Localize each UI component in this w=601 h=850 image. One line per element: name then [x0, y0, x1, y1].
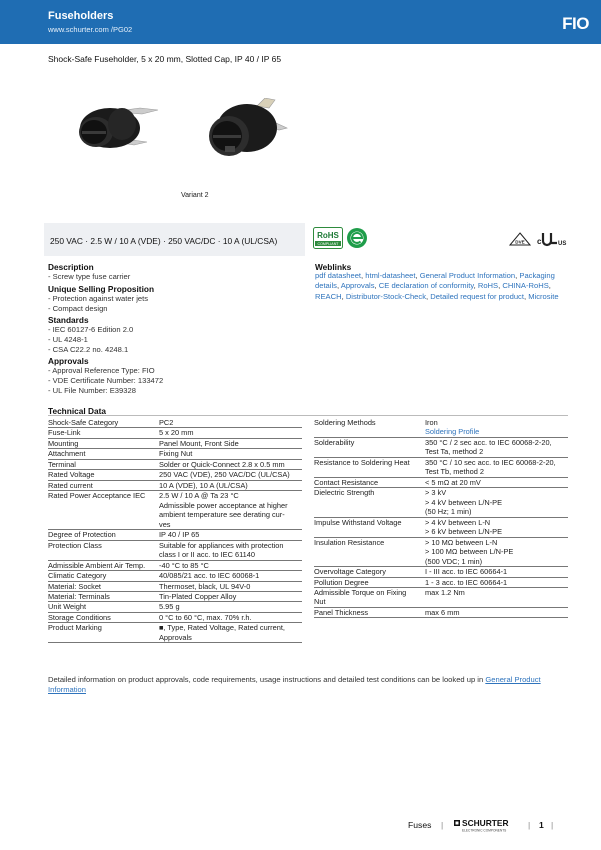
spec-value — [159, 459, 302, 469]
standards-item: - CSA C22.2 no. 4248.1 — [48, 344, 129, 354]
description-heading: Description — [48, 262, 94, 272]
weblink-approvals[interactable]: Approvals — [340, 281, 375, 291]
spec-value-line: Panel Mount, Front Side — [159, 438, 239, 448]
spec-label-line: Resistance to Soldering Heat — [314, 457, 410, 467]
weblink-rohs[interactable]: RoHS — [477, 281, 499, 291]
spec-value-line: 350 °C / 10 sec acc. to IEC 60068-2-20, — [425, 457, 556, 467]
spec-value — [159, 581, 302, 591]
spec-label-line: Mounting — [48, 438, 79, 448]
spec-value — [159, 491, 302, 530]
spec-value-line: 5.95 g — [159, 602, 180, 612]
spec-row — [48, 480, 302, 490]
spec-row — [314, 577, 568, 587]
spec-label — [314, 418, 425, 437]
standards-item: - UL 4248-1 — [48, 334, 88, 344]
spec-label-line: Storage Conditions — [48, 612, 111, 622]
spec-value-line: max 6 mm — [425, 607, 460, 617]
spec-label — [48, 449, 159, 459]
spec-row — [48, 530, 302, 540]
spec-row — [48, 459, 302, 469]
spec-value — [159, 623, 302, 643]
standards-list — [48, 325, 133, 355]
spec-value-line: Solder or Quick-Connect 2.8 x 0.5 mm — [159, 459, 285, 469]
spec-value-line: Approvals — [159, 632, 192, 642]
spec-label — [48, 591, 159, 601]
spec-value — [159, 449, 302, 459]
variant-label: Variant 2 — [181, 192, 209, 199]
spec-value-line: Test Tb, method 2 — [425, 467, 485, 477]
spec-label-line: Shock-Safe Category — [48, 418, 119, 427]
product-code: FIO — [562, 14, 589, 33]
spec-label-line: Terminal — [48, 459, 76, 469]
header-url[interactable]: www.schurter.com /PG02 — [48, 25, 133, 34]
standards-heading: Standards — [48, 315, 89, 325]
svg-text:DVE: DVE — [515, 239, 525, 245]
china-rohs-icon — [346, 227, 368, 249]
weblinks-list: pdf datasheet, html-datasheet, General Product Information, Packaging details, Approvals, CE declaration of conformity, RoHS, CHINA-RoHS, REACH, Distributor-Stock-Check, Detailed request for product, Microsite — [315, 271, 559, 301]
brand-text: SCHURTER — [462, 818, 509, 828]
spec-value — [159, 560, 302, 570]
approvals-item: - VDE Certificate Number: 133472 — [48, 375, 164, 385]
spec-label — [314, 577, 425, 587]
spec-row — [314, 488, 568, 517]
spec-row — [48, 491, 302, 530]
spec-value-line: ambient temperature see derating cur- — [159, 510, 285, 520]
spec-label-line: Nut — [314, 597, 326, 607]
spec-value — [425, 457, 568, 477]
spec-label — [48, 612, 159, 622]
footer-separator: | — [551, 820, 554, 830]
spec-value-line: ■, Type, Rated Voltage, Rated current, — [159, 623, 285, 633]
spec-value-line: 0 °C to 60 °C, max. 70% r.h. — [159, 612, 252, 622]
spec-label — [48, 602, 159, 612]
usp-item: - Protection against water jets — [48, 294, 149, 303]
approvals-item: - Approval Reference Type: FIO — [48, 366, 155, 375]
spec-label — [314, 517, 425, 537]
product-subtitle: Shock-Safe Fuseholder, 5 x 20 mm, Slotted Cap, IP 40 / IP 65 — [48, 54, 282, 64]
spec-label-line: Product Marking — [48, 623, 102, 633]
product-image-variant-2 — [195, 98, 295, 168]
spec-label-line: Overvoltage Category — [314, 567, 386, 577]
spec-row — [48, 581, 302, 591]
rohs-sub-text: COMPLIANT — [317, 242, 339, 246]
technical-data-heading: Technical Data — [48, 406, 106, 416]
vde-icon — [509, 232, 531, 246]
spec-label-line: Protection Class — [48, 540, 102, 550]
spec-label — [48, 491, 159, 530]
spec-value-line: PC2 — [159, 418, 174, 427]
spec-label — [314, 437, 425, 457]
spec-value-line: > 6 kV between L/N-PE — [425, 527, 503, 537]
spec-value — [425, 587, 568, 607]
spec-label — [48, 470, 159, 480]
spec-row — [48, 428, 302, 438]
spec-value-line: I - III acc. to IEC 60664-1 — [425, 567, 508, 577]
spec-label — [48, 540, 159, 560]
spec-label-line: Attachment — [48, 449, 86, 459]
footer-note-link[interactable]: General Product Information — [48, 675, 541, 695]
spec-label-line: Impulse Withstand Voltage — [314, 517, 402, 527]
spec-label-line: Admissible Ambient Air Temp. — [48, 560, 146, 570]
spec-value-line: > 4 kV between L-N — [425, 517, 491, 527]
footer-note — [48, 675, 568, 696]
usp-heading: Unique Selling Proposition — [48, 284, 155, 294]
spec-row — [48, 623, 302, 643]
spec-value-line: 5 x 20 mm — [159, 428, 194, 438]
spec-label-line: Contact Resistance — [314, 477, 379, 487]
approvals-item: - UL File Number: E39328 — [48, 385, 136, 395]
spec-label — [48, 418, 159, 428]
spec-label — [48, 438, 159, 448]
ul-us-text: US — [558, 241, 567, 247]
spec-row — [314, 587, 568, 607]
weblink-china-rohs[interactable]: CHINA-RoHS — [502, 281, 549, 291]
spec-value-line: Fixing Nut — [159, 449, 193, 459]
weblink-ce-declaration[interactable]: CE declaration of conformity — [378, 281, 474, 291]
spec-row — [314, 437, 568, 457]
spec-row — [48, 438, 302, 448]
usp-list — [48, 294, 148, 314]
spec-value — [425, 567, 568, 577]
spec-label-line: Rated Power Acceptance IEC — [48, 491, 146, 501]
spec-value — [159, 602, 302, 612]
spec-value — [159, 540, 302, 560]
spec-row — [48, 591, 302, 601]
spec-row — [48, 418, 302, 428]
spec-value — [425, 517, 568, 537]
spec-label — [48, 428, 159, 438]
spec-label-line: Rated current — [48, 480, 93, 490]
technical-data-table-right — [314, 418, 568, 618]
spec-value-line: Test Ta, method 2 — [425, 447, 484, 457]
weblink-general-product-information[interactable]: General Product Information — [419, 271, 516, 280]
spec-label — [314, 567, 425, 577]
spec-value-line: IP 40 / IP 65 — [159, 530, 200, 540]
spec-label — [48, 623, 159, 643]
section-divider — [48, 415, 568, 416]
spec-value — [159, 591, 302, 601]
spec-label-line: Fuse-Link — [48, 428, 81, 438]
weblink-html-datasheet[interactable]: html-datasheet — [365, 271, 416, 280]
spec-label-line: Material: Terminals — [48, 591, 110, 601]
spec-label — [48, 581, 159, 591]
spec-label-line: Unit Weight — [48, 602, 87, 612]
spec-value — [425, 437, 568, 457]
spec-value — [159, 571, 302, 581]
weblink-reach[interactable]: REACH — [315, 291, 342, 301]
spec-row — [48, 540, 302, 560]
spec-label-line: Degree of Protection — [48, 530, 116, 540]
spec-value-line: -40 °C to 85 °C — [159, 560, 209, 570]
spec-value-line: (500 VDC; 1 min) — [425, 556, 483, 566]
schurter-logo — [454, 817, 524, 836]
spec-label — [48, 530, 159, 540]
page-number: 1 — [539, 820, 544, 830]
spec-label — [314, 477, 425, 487]
rohs-text: RoHS — [317, 231, 339, 240]
spec-label — [314, 587, 425, 607]
weblink-packaging-details[interactable]: Packaging details — [315, 271, 555, 291]
spec-value — [425, 418, 568, 437]
description-item: - Screw type fuse carrier — [48, 272, 131, 281]
spec-value — [159, 438, 302, 448]
spec-value-line: Tin-Plated Copper Alloy — [159, 591, 237, 601]
ul-c-text: c — [537, 237, 542, 246]
spec-value-line: 2.5 W / 10 A @ Ta 23 °C — [159, 491, 239, 501]
spec-value — [425, 477, 568, 487]
spec-value — [159, 418, 302, 428]
spec-value-line: > 3 kV — [425, 488, 447, 498]
spec-row — [314, 537, 568, 566]
spec-label-line: Soldering Methods — [314, 418, 376, 427]
spec-value-line: class I or II acc. to IEC 61140 — [159, 550, 255, 560]
spec-value-line: 40/085/21 acc. to IEC 60068-1 — [159, 571, 260, 581]
weblink-pdf-datasheet[interactable]: pdf datasheet — [315, 271, 362, 280]
spec-row — [314, 607, 568, 617]
weblink-microsite[interactable]: Microsite — [528, 291, 559, 301]
spec-label — [48, 571, 159, 581]
approvals-list — [48, 366, 163, 396]
spec-row — [48, 560, 302, 570]
technical-data-table-left — [48, 418, 302, 643]
spec-value — [425, 488, 568, 517]
spec-label-line: Climatic Category — [48, 571, 107, 581]
spec-label — [314, 537, 425, 566]
spec-row — [48, 449, 302, 459]
spec-value — [159, 612, 302, 622]
standards-item: - IEC 60127-6 Edition 2.0 — [48, 325, 134, 334]
header-title: Fuseholders — [48, 10, 114, 22]
spec-row — [48, 571, 302, 581]
spec-row — [314, 517, 568, 537]
spec-value — [425, 537, 568, 566]
approvals-heading: Approvals — [48, 356, 89, 366]
spec-row — [314, 418, 568, 437]
rohs-icon — [313, 227, 343, 249]
spec-value-line: > 100 MΩ between L/N-PE — [425, 547, 514, 557]
schurter-logo-icon — [454, 817, 524, 833]
footer-category: Fuses — [408, 820, 432, 830]
weblinks-heading: Weblinks — [315, 262, 352, 272]
spec-label — [314, 607, 425, 617]
spec-value-line: Iron — [425, 418, 438, 427]
description-list — [48, 272, 130, 282]
rating-text: 250 VAC · 2.5 W / 10 A (VDE) · 250 VAC/DC · 10 A (UL/CSA) — [50, 236, 278, 246]
weblink-distributor-stock-check[interactable]: Distributor-Stock-Check — [345, 291, 427, 301]
spec-label — [48, 459, 159, 469]
spec-label — [48, 480, 159, 490]
spec-row — [314, 477, 568, 487]
spec-value-line: 250 VAC (VDE), 250 VAC/DC (UL/CSA) — [159, 470, 290, 480]
spec-row — [314, 457, 568, 477]
spec-label-line: Solderability — [314, 437, 355, 447]
spec-row — [48, 602, 302, 612]
spec-value — [425, 607, 568, 617]
spec-value-line: ves — [159, 519, 171, 529]
brand-sub-text: ELECTRONIC COMPONENTS — [462, 828, 507, 833]
spec-label-line: Insulation Resistance — [314, 537, 385, 547]
usp-item: - Compact design — [48, 303, 108, 313]
spec-value-line: < 5 mΩ at 20 mV — [425, 477, 481, 487]
spec-label-line: Material: Socket — [48, 581, 101, 591]
footer-note-text: Detailed information on product approvals, code requirements, usage instructions and detailed test conditions can be looked up in — [48, 675, 486, 684]
product-image-variant-1 — [62, 98, 162, 158]
spec-row — [48, 612, 302, 622]
spec-value-line: 350 °C / 2 sec acc. to IEC 60068-2-20, — [425, 437, 552, 447]
spec-row — [314, 567, 568, 577]
footer-separator: | — [441, 820, 444, 830]
spec-label-line: Panel Thickness — [314, 607, 369, 617]
spec-label — [48, 560, 159, 570]
spec-value — [425, 577, 568, 587]
spec-value-line: > 10 MΩ between L-N — [425, 537, 498, 547]
spec-label-line: Dielectric Strength — [314, 488, 375, 498]
spec-value — [159, 428, 302, 438]
spec-label — [314, 488, 425, 517]
spec-value-line: Thermoset, black, UL 94V-0 — [159, 581, 251, 591]
spec-label-line: Pollution Degree — [314, 577, 369, 587]
spec-value — [159, 480, 302, 490]
weblink-detailed-request[interactable]: Detailed request for product — [430, 291, 524, 301]
spec-value-line: 10 A (VDE), 10 A (UL/CSA) — [159, 480, 248, 490]
spec-value-line: (50 Hz; 1 min) — [425, 507, 472, 517]
ul-recognized-icon — [533, 231, 569, 247]
spec-label — [314, 457, 425, 477]
footer-separator: | — [528, 820, 531, 830]
page-header — [0, 0, 601, 44]
spec-value-link[interactable]: Soldering Profile — [425, 427, 480, 437]
spec-value-line: > 4 kV between L/N-PE — [425, 497, 503, 507]
spec-value — [159, 530, 302, 540]
spec-value-line: 1 - 3 acc. to IEC 60664-1 — [425, 577, 508, 587]
spec-value-line: max 1.2 Nm — [425, 587, 465, 597]
spec-value-line: Suitable for appliances with protection — [159, 540, 284, 550]
spec-label-line: Admissible Torque on Fixing — [314, 587, 407, 597]
spec-value — [159, 470, 302, 480]
spec-row — [48, 470, 302, 480]
spec-value-line: Admissible power acceptance at higher — [159, 500, 288, 510]
spec-label-line: Rated Voltage — [48, 470, 95, 480]
